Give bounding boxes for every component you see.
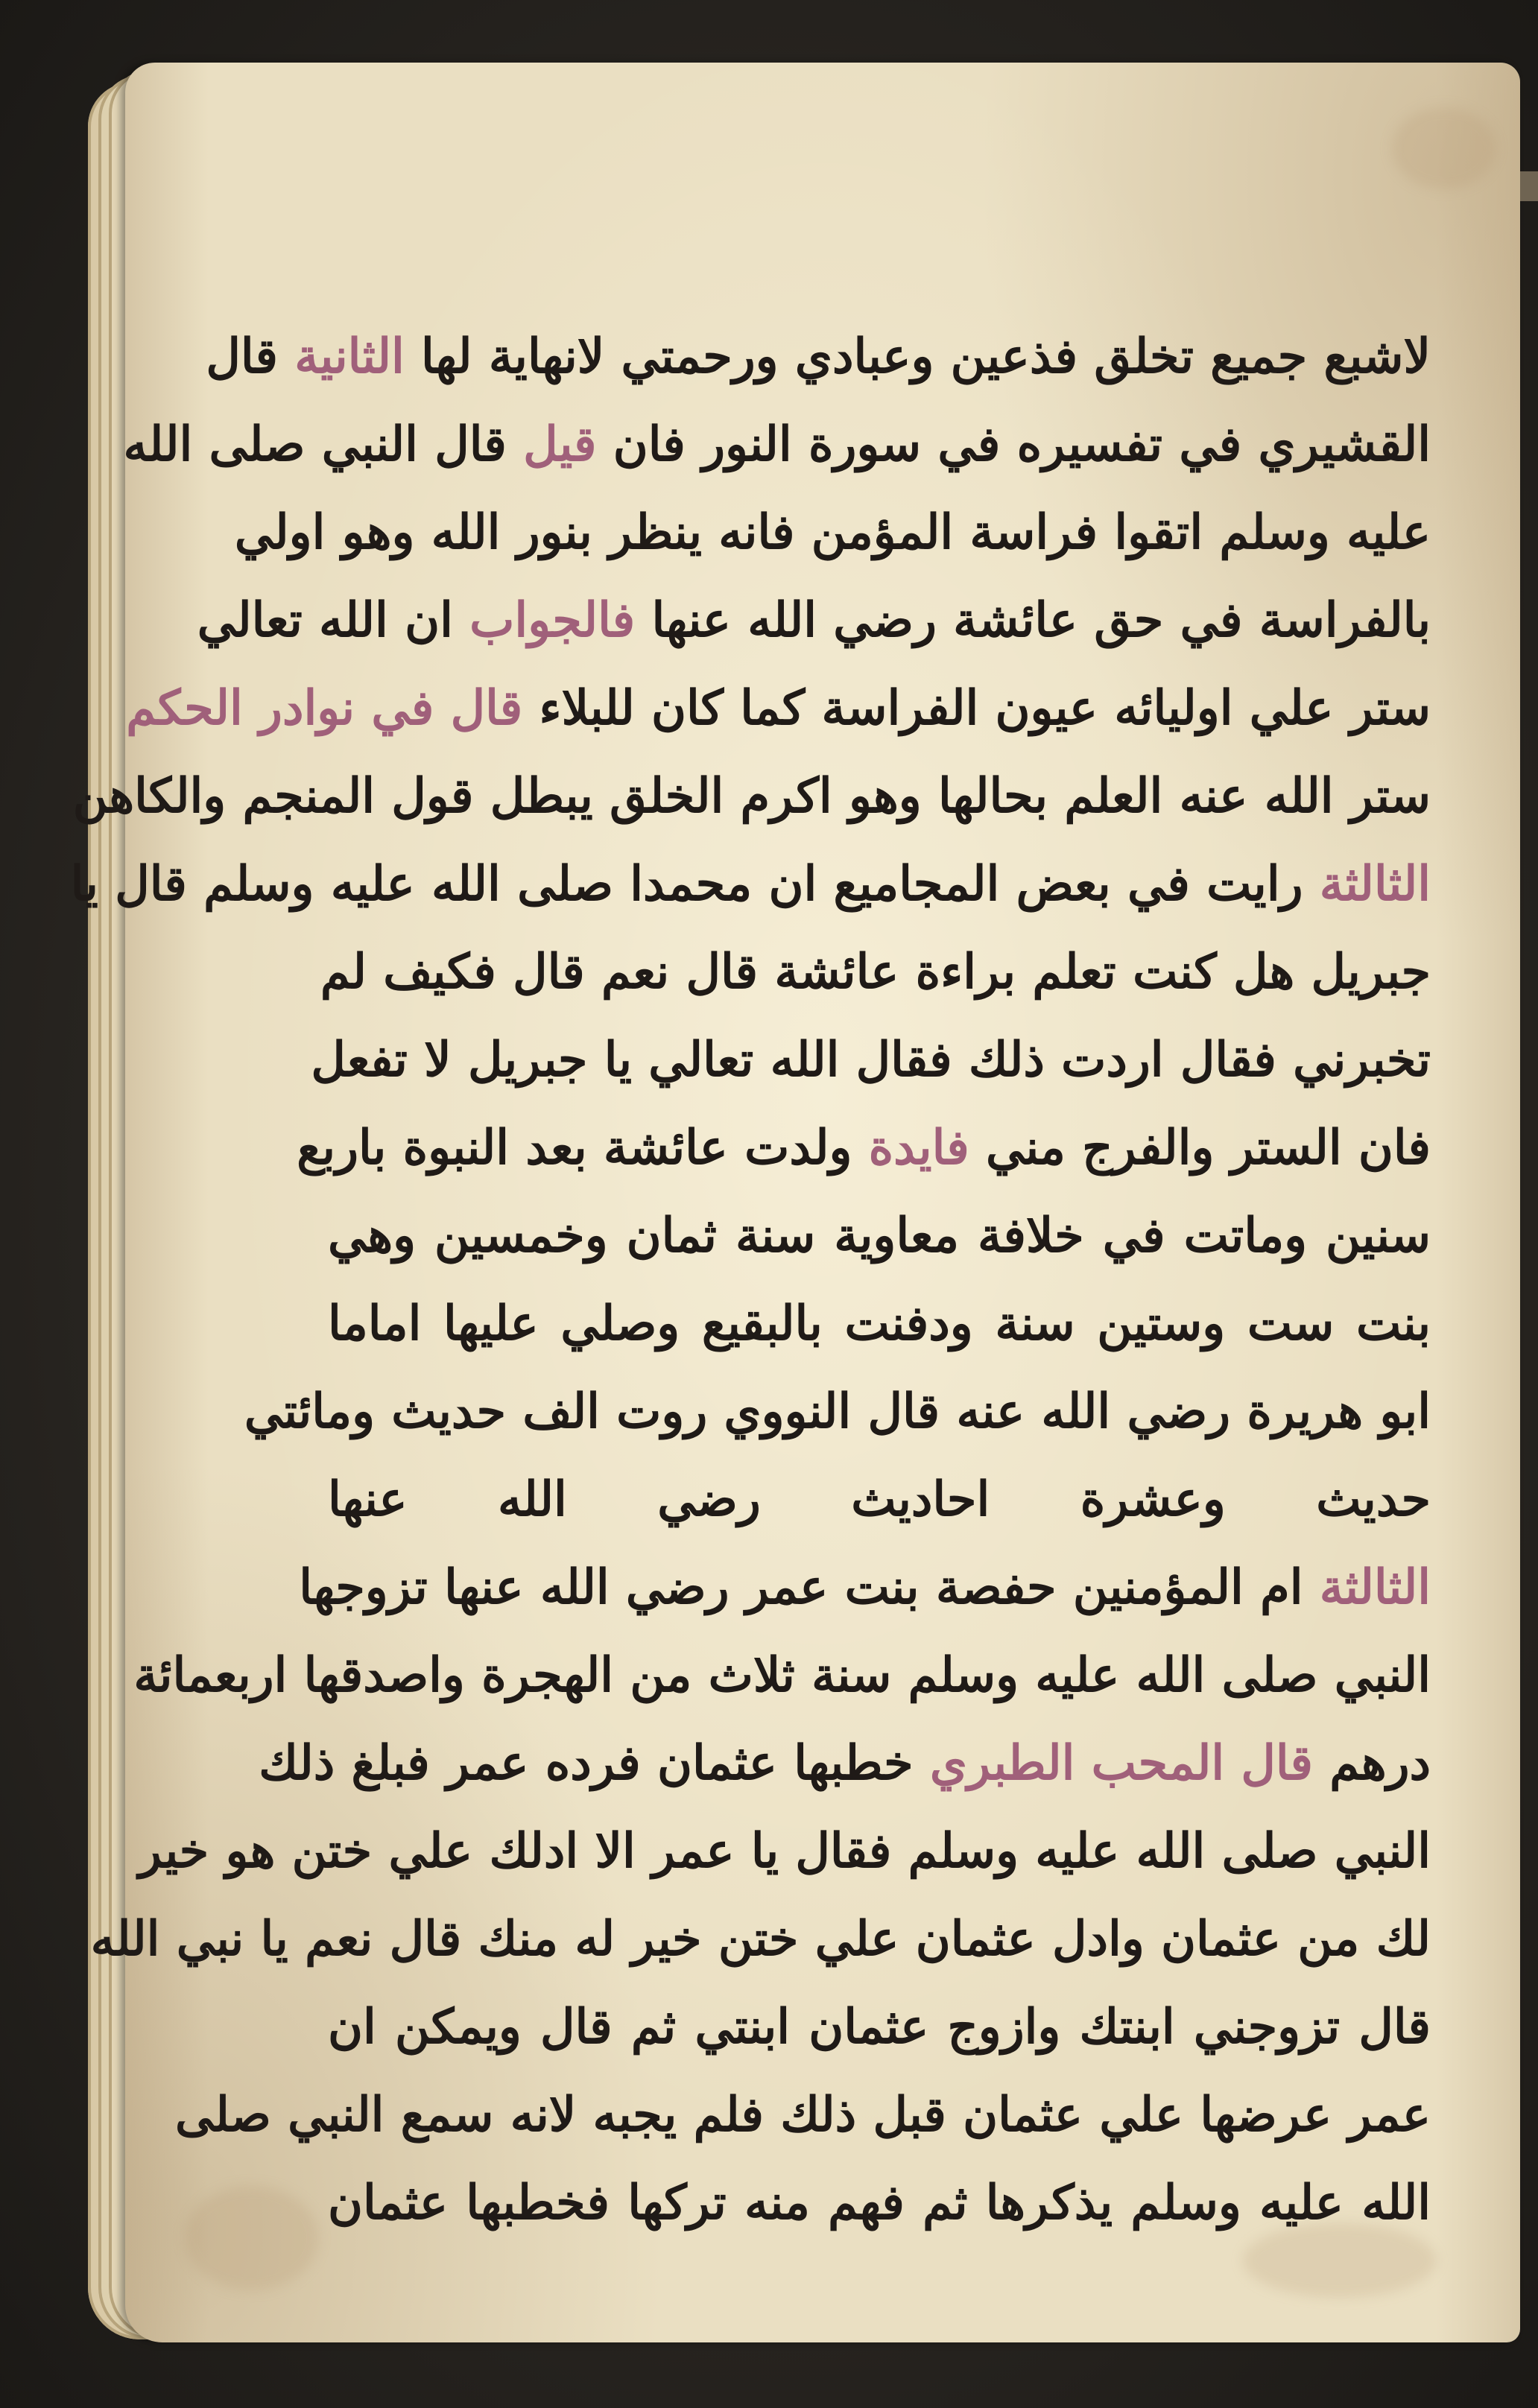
manuscript-line: [90, 1895, 1431, 1983]
manuscript-line: [126, 665, 1431, 752]
line-text: ام المؤمنين حفصة بنت عمر رضي الله عنها تزوجها: [299, 1559, 1320, 1615]
binding-clip: [1520, 171, 1538, 201]
manuscript-line: [133, 1632, 1431, 1720]
rubric-heading: قال في نوادر الحكم: [126, 680, 523, 736]
manuscript-line: [197, 577, 1431, 665]
line-text: الله عليه وسلم يذكرها ثم فهم منه تركها فخطبها عثمان: [328, 2175, 1431, 2231]
manuscript-line: [139, 1807, 1431, 1895]
line-text: ستر الله عنه العلم بحالها وهو اكرم الخلق يبطل قول المنجم والكاهن: [72, 768, 1431, 824]
paper-stain: [185, 2186, 319, 2290]
line-text: لك من عثمان وادل عثمان علي ختن خير له منك قال نعم يا نبي الله: [90, 1911, 1431, 1967]
rubric-heading: الثانية: [294, 329, 405, 384]
manuscript-line: [297, 1104, 1431, 1192]
line-text: ان الله تعالي: [197, 592, 470, 648]
rubric-heading: فالجواب: [469, 592, 636, 648]
manuscript-line: [234, 489, 1431, 577]
manuscript-line: [311, 1016, 1431, 1104]
line-text: تخبرني فقال اردت ذلك فقال الله تعالي يا جبريل لا تفعل: [311, 1032, 1431, 1088]
line-text: قال النبي صلى الله: [123, 416, 524, 472]
line-text: ابو هريرة رضي الله عنه قال النووي روت الف حديث ومائتي: [244, 1384, 1431, 1439]
paper-stain: [1392, 107, 1496, 189]
line-text: قال تزوجني ابنتك وازوج عثمان ابنتي ثم قال ويمكن ان: [328, 1999, 1431, 2055]
manuscript-line: [328, 1192, 1431, 1280]
manuscript-line: [123, 401, 1431, 489]
line-text: عليه وسلم اتقوا فراسة المؤمن فانه ينظر بنور الله وهو اولي: [234, 504, 1431, 560]
manuscript-line: [174, 2071, 1431, 2159]
manuscript-line: [72, 752, 1431, 840]
line-text: لاشبع جميع تخلق فذعين وعبادي ورحمتي لانهاية لها: [404, 329, 1431, 384]
manuscript-text: [70, 313, 1431, 2247]
rubric-heading: فايدة: [868, 1120, 969, 1176]
line-text: النبي صلى الله عليه وسلم سنة ثلاث من الهجرة واصدقها اربعمائة: [133, 1647, 1431, 1703]
line-text: حديث وعشرة احاديث رضي الله عنها: [328, 1471, 1431, 1527]
rubric-heading: الثالثة: [1319, 856, 1431, 912]
line-text: درهم: [1312, 1735, 1431, 1791]
line-text: قال: [206, 329, 295, 384]
rubric-heading: قيل: [523, 416, 597, 472]
line-text: سنين وماتت في خلافة معاوية سنة ثمان وخمسين وهي: [328, 1208, 1431, 1264]
line-text: ولدت عائشة بعد النبوة باربع: [297, 1120, 869, 1176]
manuscript-line: [206, 313, 1431, 401]
line-text: بنت ست وستين سنة ودفنت بالبقيع وصلي عليها اماما: [328, 1296, 1431, 1352]
line-text: عمر عرضها علي عثمان قبل ذلك فلم يجبه لانه سمع النبي صلى: [174, 2087, 1431, 2143]
manuscript-line: [299, 1544, 1431, 1632]
line-text: النبي صلى الله عليه وسلم فقال يا عمر الا ادلك علي ختن هو خير: [139, 1823, 1431, 1879]
line-text: خطبها عثمان فرده عمر فبلغ ذلك: [259, 1735, 930, 1791]
manuscript-line: [328, 2159, 1431, 2247]
manuscript-line: [244, 1368, 1431, 1456]
manuscript-line: [320, 928, 1431, 1016]
manuscript-line: [328, 1456, 1431, 1544]
line-text: جبريل هل كنت تعلم براءة عائشة قال نعم قال فكيف لم: [320, 944, 1431, 1000]
manuscript-line: [328, 1280, 1431, 1368]
manuscript-line: [259, 1720, 1431, 1807]
line-text: ستر علي اوليائه عيون الفراسة كما كان للبلاء: [522, 680, 1431, 736]
rubric-heading: الثالثة: [1319, 1559, 1431, 1615]
line-text: القشيري في تفسيره في سورة النور فان: [596, 416, 1431, 472]
line-text: بالفراسة في حق عائشة رضي الله عنها: [635, 592, 1431, 648]
rubric-heading: قال المحب الطبري: [929, 1735, 1313, 1791]
manuscript-line: [328, 1983, 1431, 2071]
manuscript-line: [70, 840, 1431, 928]
line-text: فان الستر والفرج مني: [969, 1120, 1431, 1176]
line-text: رايت في بعض المجاميع ان محمدا صلى الله عليه وسلم قال يا: [70, 856, 1320, 912]
